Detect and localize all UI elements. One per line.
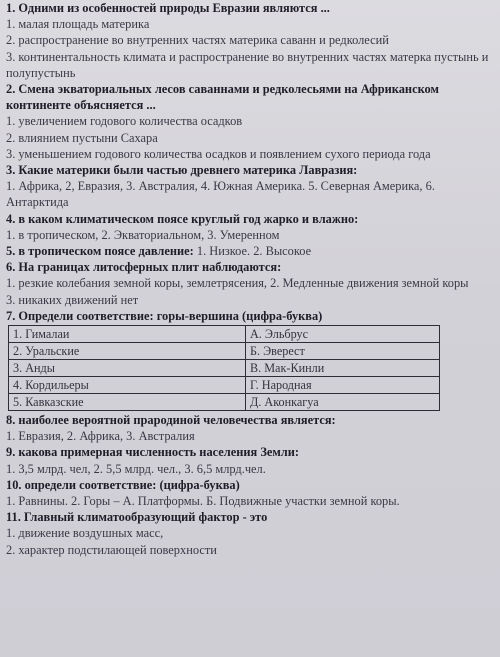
question-11: 11. Главный климатообразующий фактор - это: [6, 510, 268, 525]
answer-option: 1. 3,5 млрд. чел, 2. 5,5 млрд. чел., 3. 6,5 млрд.чел.: [6, 461, 266, 476]
question-10: 10. определи соответствие: (цифра-буква): [6, 477, 240, 492]
answer-option: 1. увеличением годового количества осадков: [6, 114, 243, 129]
table-cell: В. Мак-Кинли: [246, 360, 440, 377]
answer-option: 1. малая площадь материка: [6, 17, 150, 32]
question-1: 1. Одними из особенностей природы Евразии являются ...: [6, 1, 330, 15]
table-cell: 1. Гималаи: [9, 326, 246, 343]
answer-option: 2. распространение во внутренних частях материка саванн и редколесий: [6, 33, 389, 48]
answer-option: 2. влиянием пустыни Сахара: [6, 130, 158, 145]
question-3: 3. Какие материки были частью древнего материка Лавразия:: [6, 163, 358, 178]
table-cell: 2. Уральские: [9, 343, 246, 360]
question-8: 8. наиболее вероятной прародиной человечества является:: [6, 413, 336, 428]
answer-option: 1. движение воздушных масс,: [6, 526, 164, 541]
question-9: 9. какова примерная численность населения Земли:: [6, 445, 300, 460]
table-cell: Д. Аконкагуа: [246, 394, 440, 411]
table-row: [9, 360, 440, 377]
answer-option: 3. никаких движений нет: [6, 292, 139, 307]
answer-option: 1. Равнины. 2. Горы – А. Платформы. Б. Подвижные участки земной коры.: [6, 494, 400, 509]
answer-option: 1. Африка, 2, Евразия, 3. Австралия, 4. Южная Америка. 5. Северная Америка, 6. Антарктида: [6, 179, 435, 210]
table-cell: 3. Анды: [9, 360, 246, 377]
table-cell: 4. Кордильеры: [9, 377, 246, 394]
matching-table: [8, 325, 440, 411]
table-cell: Г. Народная: [246, 377, 440, 394]
table-cell: А. Эльбрус: [246, 326, 440, 343]
answer-option: 3. уменьшением годового количества осадков и появлением сухого периода года: [6, 146, 431, 161]
answer-option: 1. Низкое. 2. Высокое: [193, 244, 312, 259]
question-4: 4. в каком климатическом поясе круглый год жарко и влажно:: [6, 211, 359, 226]
answer-option: 3. континентальность климата и распространение во внутренних частях матерка пустынь и полупустынь: [6, 49, 489, 80]
question-2: 2. Смена экваториальных лесов саваннами и редколесьями на Африканском континенте объясняется ...: [6, 82, 439, 113]
question-7: 7. Определи соответствие: горы-вершина (цифра-буква): [6, 308, 323, 323]
question-5-row: [6, 243, 494, 259]
answer-option: 1. в тропическом, 2. Экваториальном, 3. Умеренном: [6, 227, 280, 242]
answer-option: 1. Евразия, 2. Африка, 3. Австралия: [6, 429, 195, 444]
answer-option: 1. резкие колебания земной коры, землетрясения, 2. Медленные движения земной коры: [6, 276, 469, 291]
answer-option: 2. характер подстилающей поверхности: [6, 542, 217, 557]
question-5: 5. в тропическом поясе давление:: [6, 244, 194, 259]
table-row: [9, 394, 440, 411]
table-cell: 5. Кавказские: [9, 394, 246, 411]
table-cell: Б. Эверест: [246, 343, 440, 360]
question-6: 6. На границах литосферных плит наблюдаются:: [6, 260, 282, 275]
table-row: [9, 377, 440, 394]
table-row: [9, 343, 440, 360]
table-row: [9, 326, 440, 343]
